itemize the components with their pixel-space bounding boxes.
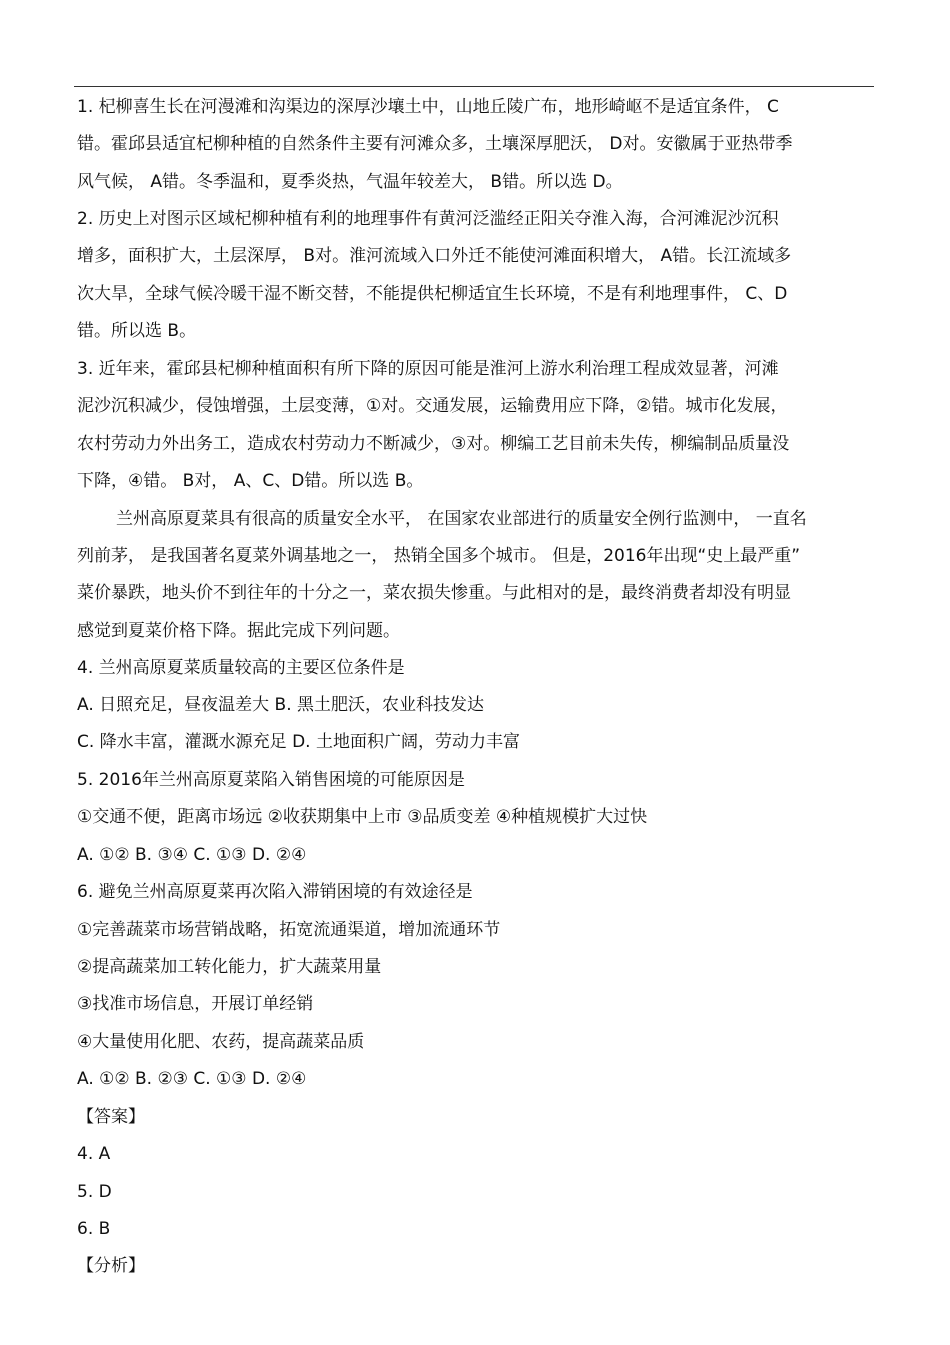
text-line: 2. 历史上对图示区域杞柳种植有利的地理事件有黄河泛滥经正阳关夺淮入海，合河滩泥沙沉积	[77, 209, 779, 229]
text-line: A. 日照充足，昼夜温差大 B. 黑土肥沃，农业科技发达	[77, 695, 485, 715]
text-line: 6. 避免兰州高原夏菜再次陷入滞销困境的有效途径是	[77, 882, 473, 902]
text-line: 风气候， A错。冬季温和，夏季炎热，气温年较差大， B错。所以选 D。	[77, 172, 623, 192]
text-line: 感觉到夏菜价格下降。据此完成下列问题。	[77, 621, 400, 641]
text-line: 农村劳动力外出务工，造成农村劳动力不断减少，③对。柳编工艺目前未失传，柳编制品质量没	[77, 434, 790, 454]
text-line: 3. 近年来，霍邱县杞柳种植面积有所下降的原因可能是淮河上游水利治理工程成效显著，河滩	[77, 359, 779, 379]
text-line: 4. 兰州高原夏菜质量较高的主要区位条件是	[77, 658, 405, 678]
text-line: 兰州高原夏菜具有很高的质量安全水平， 在国家农业部进行的质量安全例行监测中， 一直名	[116, 509, 807, 529]
text-line: 6. B	[77, 1219, 111, 1239]
text-line: 增多，面积扩大，土层深厚， B对。淮河流域入口外迁不能使河滩面积增大， A错。长江流域多	[77, 246, 792, 266]
text-line: ①完善蔬菜市场营销战略，拓宽流通渠道，增加流通环节	[77, 920, 501, 940]
text-line: C. 降水丰富，灌溉水源充足 D. 土地面积广阔，劳动力丰富	[77, 732, 520, 752]
text-line: ④大量使用化肥、农药，提高蔬菜品质	[77, 1032, 365, 1052]
text-line: A. ①② B. ③④ C. ①③ D. ②④	[77, 845, 307, 865]
text-line: 【分析】	[77, 1256, 145, 1276]
text-line: 菜价暴跌，地头价不到往年的十分之一，菜农损失惨重。与此相对的是，最终消费者却没有明显	[77, 583, 791, 603]
text-line: 4. A	[77, 1144, 111, 1164]
text-line: ②提高蔬菜加工转化能力，扩大蔬菜用量	[77, 957, 382, 977]
text-line: A. ①② B. ②③ C. ①③ D. ②④	[77, 1069, 307, 1089]
text-line: 泥沙沉积减少，侵蚀增强，土层变薄，①对。交通发展，运输费用应下降，②错。城市化发展，	[77, 396, 788, 416]
header-rule	[74, 86, 874, 87]
text-line: 下降，④错。 B对， A、C、D错。所以选 B。	[77, 471, 424, 491]
text-line: 列前茅， 是我国著名夏菜外调基地之一， 热销全国多个城市。 但是，2016年出现“史上最严重”	[77, 546, 801, 566]
text-line: 1. 杞柳喜生长在河漫滩和沟渠边的深厚沙壤土中，山地丘陵广布，地形崎岖不是适宜条件， C	[77, 97, 779, 117]
text-line: 5. D	[77, 1182, 112, 1202]
text-line: 5. 2016年兰州高原夏菜陷入销售困境的可能原因是	[77, 770, 465, 790]
text-line: ①交通不便，距离市场远 ②收获期集中上市 ③品质变差 ④种植规模扩大过快	[77, 807, 648, 827]
text-line: 【答案】	[77, 1107, 145, 1127]
text-line: ③找准市场信息，开展订单经销	[77, 994, 314, 1014]
text-line: 次大旱，全球气候冷暖干湿不断交替，不能提供杞柳适宜生长环境，不是有利地理事件， C、D	[77, 284, 788, 304]
text-line: 错。霍邱县适宜杞柳种植的自然条件主要有河滩众多，土壤深厚肥沃， D对。安徽属于亚热带季	[77, 134, 793, 154]
text-line: 错。所以选 B。	[77, 321, 197, 341]
